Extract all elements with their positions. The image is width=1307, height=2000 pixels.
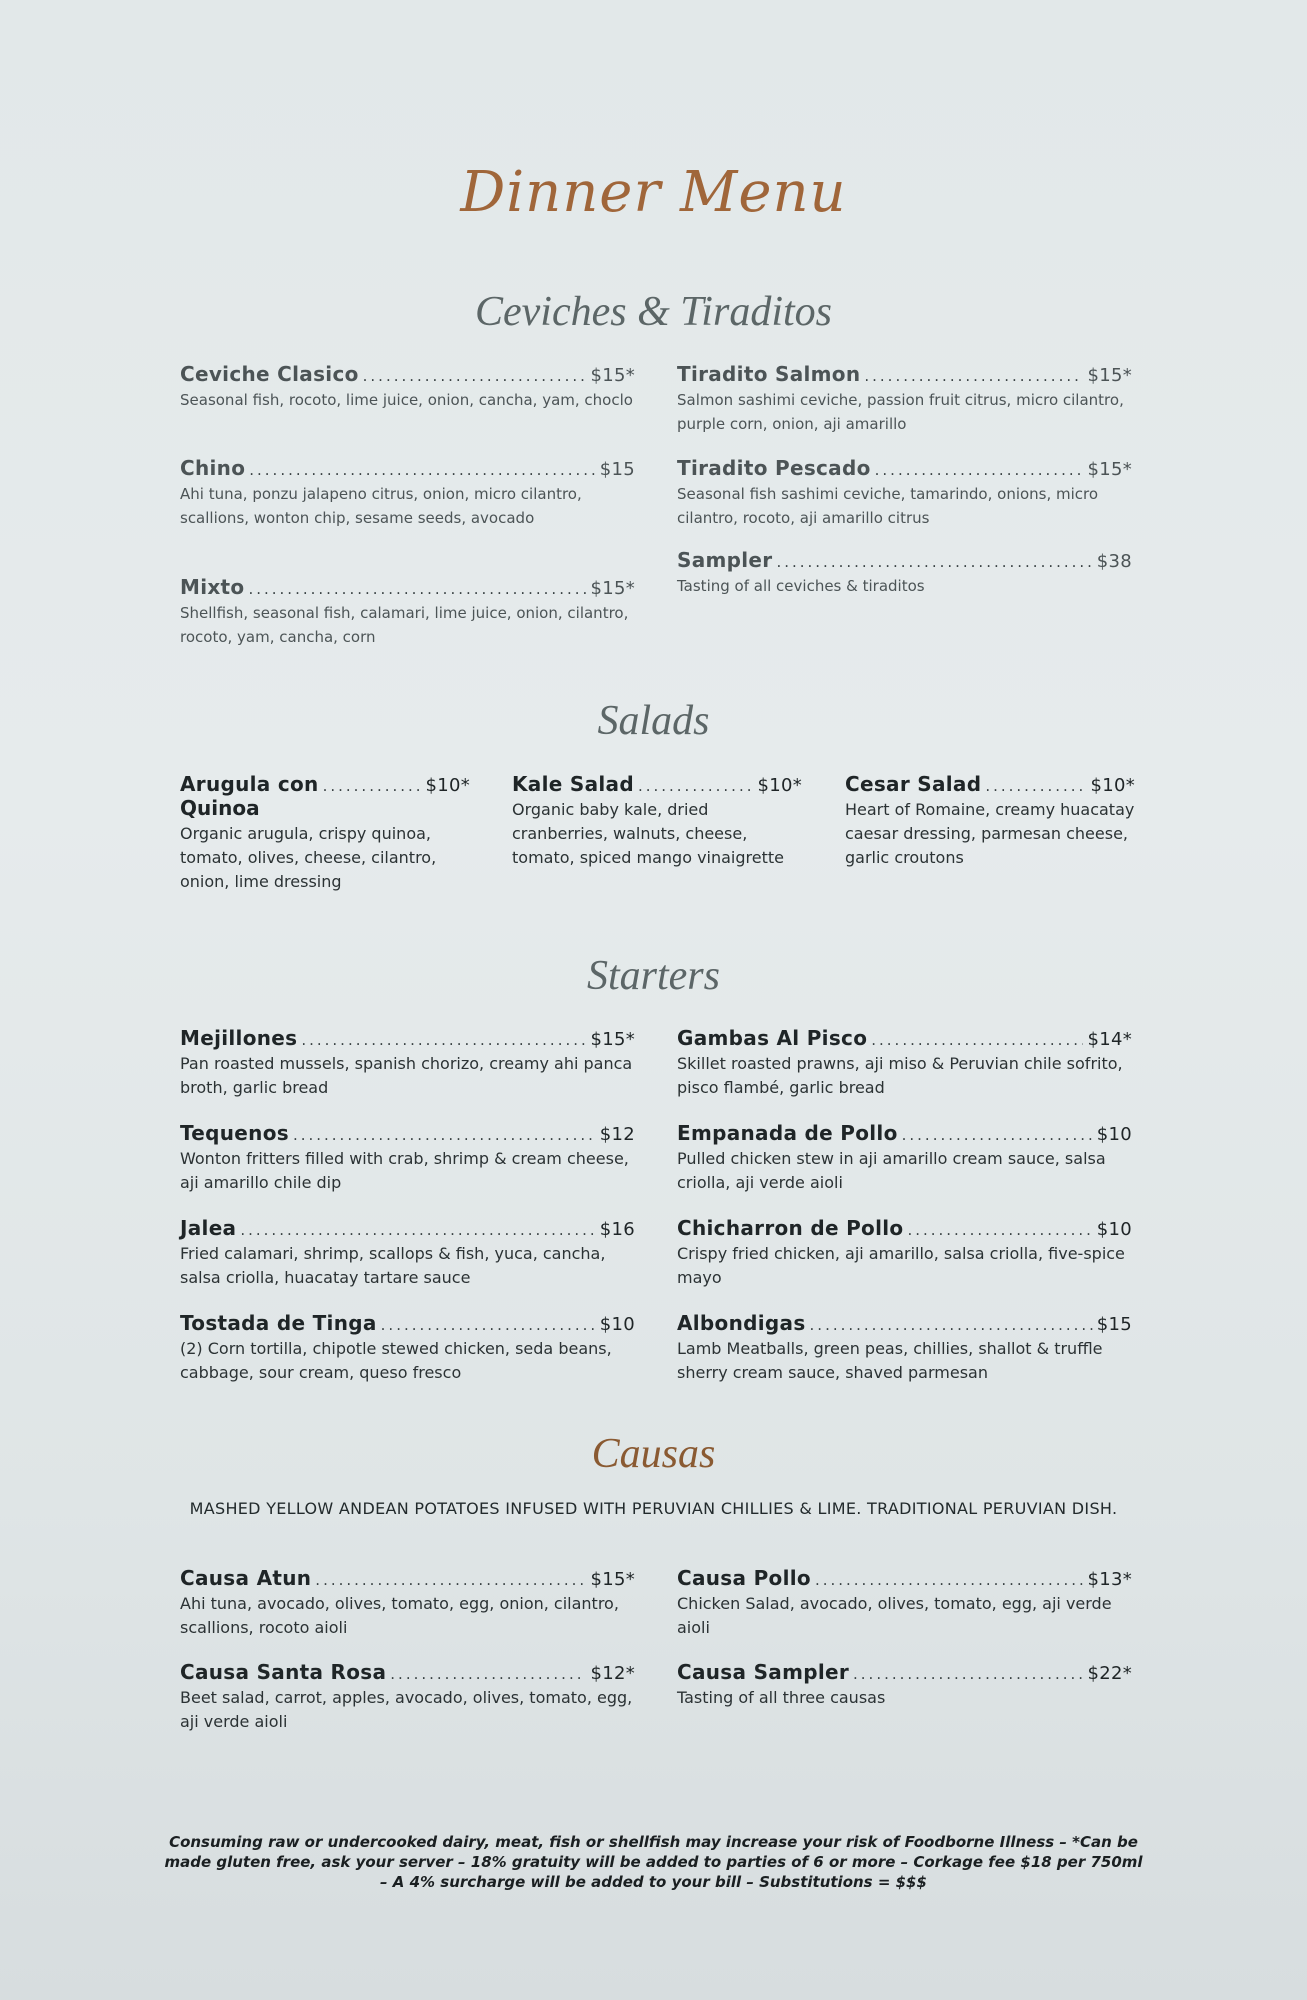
item-description: Lamb Meatballs, green peas, chillies, shallot & truffle sherry cream sauce, shaved parmesan [677, 1339, 1103, 1382]
item-price: $15* [1087, 365, 1132, 386]
menu-item-causa-atun [180, 1566, 635, 1640]
menu-item-albondigas [677, 1311, 1132, 1385]
menu-item-tostada-de-tinga [180, 1311, 635, 1385]
item-description: Seasonal fish, rocoto, lime juice, onion, cancha, yam, choclo [180, 391, 633, 409]
menu-item-tiradito-pescado [677, 456, 1132, 530]
item-name: Empanada de Pollo [677, 1121, 898, 1145]
menu-item-tequenos [180, 1121, 635, 1195]
item-name: Gambas Al Pisco [677, 1026, 868, 1050]
item-name: Causa Atun [180, 1566, 312, 1590]
item-name: Causa Pollo [677, 1566, 811, 1590]
menu-item-mixto [180, 575, 635, 649]
item-description: Ahi tuna, avocado, olives, tomato, egg, onion, cilantro, scallions, rocoto aioli [180, 1594, 619, 1637]
item-price: $15* [590, 578, 635, 599]
section-title-starters: Starters [586, 953, 720, 999]
item-price: $10 [1096, 1124, 1132, 1145]
item-description: Crispy fried chicken, aji amarillo, salsa criolla, five-spice mayo [677, 1244, 1125, 1287]
item-description: Salmon sashimi ceviche, passion fruit citrus, micro cilantro, purple corn, onion, aji amarillo [677, 391, 1124, 433]
item-description: Organic arugula, crispy quinoa, tomato, olives, cheese, cilantro, onion, lime dressing [180, 824, 437, 891]
item-name: Arugula con [180, 772, 319, 796]
item-price: $15* [590, 1569, 635, 1590]
item-description: Pan roasted mussels, spanish chorizo, creamy ahi panca broth, garlic bread [180, 1054, 633, 1097]
item-description: Tasting of all three causas [677, 1688, 886, 1707]
item-name-line-2: Quinoa [180, 796, 260, 820]
item-price: $14* [1087, 1029, 1132, 1050]
item-description: Seasonal fish sashimi ceviche, tamarindo, onions, micro cilantro, rocoto, aji amarillo citrus [677, 485, 1099, 527]
menu-item-tiradito-salmon [677, 362, 1132, 436]
item-name: Tequenos [180, 1121, 289, 1145]
item-description: Tasting of all ceviches & tiraditos [677, 577, 925, 595]
item-name: Chino [180, 456, 246, 480]
item-price: $10* [1090, 775, 1135, 796]
menu-item-mejillones [180, 1026, 635, 1100]
item-description: Heart of Romaine, creamy huacatay caesar dressing, parmesan cheese, garlic croutons [845, 800, 1135, 867]
item-price: $38 [1096, 551, 1132, 572]
menu-item-jalea [180, 1216, 635, 1290]
item-description: Wonton fritters filled with crab, shrimp & cream cheese, aji amarillo chile dip [180, 1149, 629, 1192]
menu-item-chicharron-de-pollo [677, 1216, 1132, 1290]
item-price: $15* [590, 1029, 635, 1050]
item-name: Mejillones [180, 1026, 298, 1050]
item-description: Ahi tuna, ponzu jalapeno citrus, onion, micro cilantro, scallions, wonton chip, sesame seeds, avocado [180, 485, 582, 527]
menu-item-arugula-con-quinoa [180, 772, 470, 894]
item-name: Kale Salad [512, 772, 634, 796]
item-name: Tiradito Pescado [677, 456, 871, 480]
menu-item-sampler [677, 548, 1132, 598]
menu-item-causa-santa-rosa [180, 1660, 635, 1734]
item-price: $15 [1096, 1314, 1132, 1335]
section-title-salads: Salads [597, 698, 710, 744]
causas-note: MASHED YELLOW ANDEAN POTATOES INFUSED WITH PERUVIAN CHILLIES & LIME. TRADITIONAL PERUVIAN DISH. [189, 1499, 1118, 1518]
item-price: $22* [1087, 1663, 1132, 1684]
item-price: $15* [590, 365, 635, 386]
section-title-causas: Causas [591, 1431, 716, 1477]
item-name: Albondigas [677, 1311, 806, 1335]
item-name: Chicharron de Pollo [677, 1216, 904, 1240]
item-name: Tostada de Tinga [180, 1311, 377, 1335]
item-description: Organic baby kale, dried cranberries, walnuts, cheese, tomato, spiced mango vinaigrette [512, 800, 784, 867]
item-price: $15 [599, 459, 635, 480]
item-description: Chicken Salad, avocado, olives, tomato, egg, aji verde aioli [677, 1594, 1112, 1637]
item-description: Fried calamari, shrimp, scallops & fish, yuca, cancha, salsa criolla, huacatay tartare sauce [180, 1244, 606, 1287]
item-name: Sampler [677, 548, 773, 572]
item-price: $16 [599, 1219, 635, 1240]
item-name: Jalea [180, 1216, 237, 1240]
item-price: $10 [599, 1314, 635, 1335]
item-description: Beet salad, carrot, apples, avocado, olives, tomato, egg, aji verde aioli [180, 1688, 633, 1731]
menu-item-cesar-salad [845, 772, 1135, 870]
item-name: Causa Sampler [677, 1660, 850, 1684]
footer-disclaimer: Consuming raw or undercooked dairy, meat, fish or shellfish may increase your risk of Foodborne Illness – *Can be made gluten free, ask your server – 18% gratuity will be added to parties of 6 or more – Corkage fee $18 per 750ml – A 4% surcharge will be added to your bill – Substitutions = $$$ [164, 1833, 1143, 1891]
section-title-ceviches: Ceviches & Tiraditos [475, 289, 832, 335]
item-description: Skillet roasted prawns, aji miso & Peruvian chile sofrito, pisco flambé, garlic bread [677, 1054, 1123, 1097]
item-name: Cesar Salad [845, 772, 982, 796]
item-price: $10* [757, 775, 802, 796]
item-description: Shellfish, seasonal fish, calamari, lime juice, onion, cilantro, rocoto, yam, cancha, corn [180, 604, 629, 646]
item-name: Tiradito Salmon [677, 362, 861, 386]
menu-item-chino [180, 456, 635, 530]
menu-item-gambas-al-pisco [677, 1026, 1132, 1100]
menu-title: Dinner Menu [460, 160, 847, 225]
item-price: $12 [599, 1124, 635, 1145]
item-name: Causa Santa Rosa [180, 1660, 387, 1684]
item-description: Pulled chicken stew in aji amarillo cream sauce, salsa criolla, aji verde aioli [677, 1149, 1106, 1192]
item-name: Ceviche Clasico [180, 362, 359, 386]
item-price: $12* [590, 1663, 635, 1684]
menu-item-causa-sampler [677, 1660, 1132, 1710]
menu-item-empanada-de-pollo [677, 1121, 1132, 1195]
menu-item-ceviche-clasico [180, 362, 635, 412]
item-price: $13* [1087, 1569, 1132, 1590]
item-price: $10 [1096, 1219, 1132, 1240]
menu-item-causa-pollo [677, 1566, 1132, 1640]
item-description: (2) Corn tortilla, chipotle stewed chicken, seda beans, cabbage, sour cream, queso fresco [180, 1339, 612, 1382]
item-price: $10* [425, 775, 470, 796]
menu-item-kale-salad [512, 772, 802, 870]
item-name: Mixto [180, 575, 245, 599]
item-price: $15* [1087, 459, 1132, 480]
